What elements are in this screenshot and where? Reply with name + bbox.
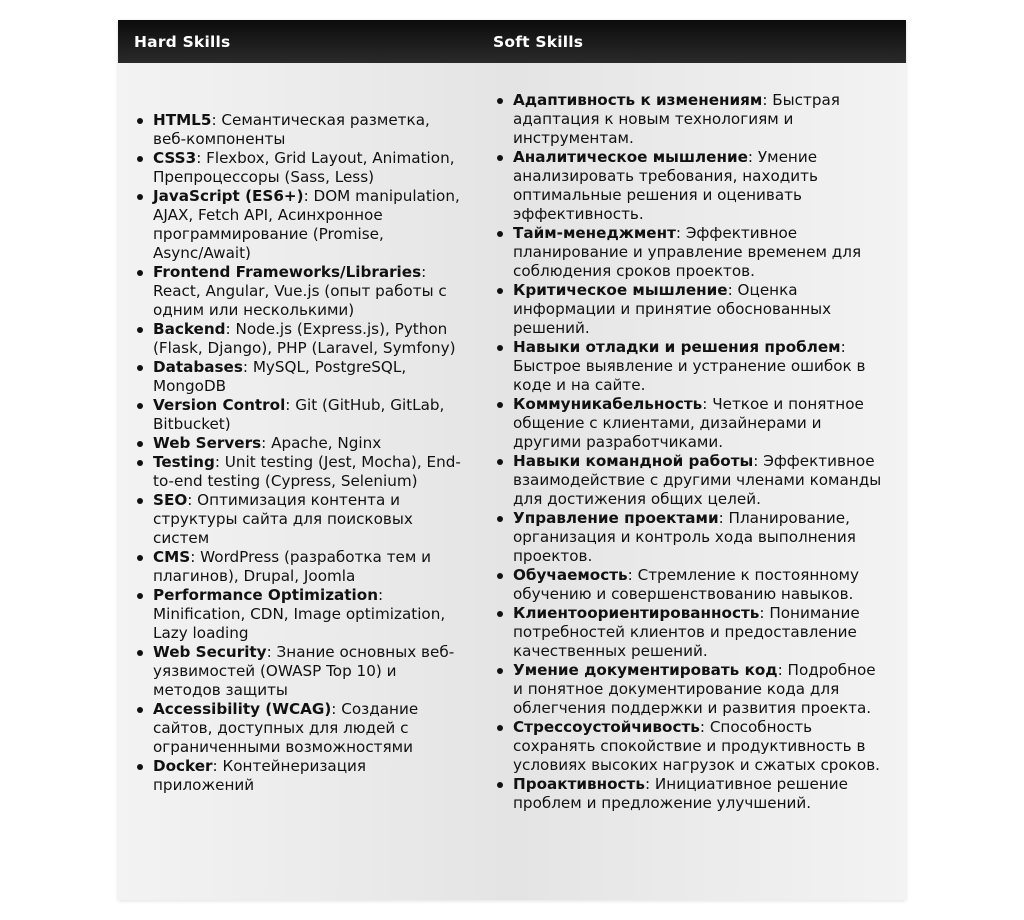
hard-list-item (134, 320, 464, 358)
hard-list-item (134, 453, 464, 491)
hard-list-item (134, 491, 464, 548)
hard-skill-description: : Знание основных веб-уязвимостей (OWASP Top 10) и методов защиты (153, 643, 455, 699)
soft-list-item (494, 604, 886, 661)
hard-skill-description: : Node.js (Express.js), Python (Flask, Django), PHP (Laravel, Symfony) (153, 320, 456, 357)
soft-list-item (494, 281, 886, 338)
hard-list-item (134, 586, 464, 643)
hard-skill-name: Version Control (153, 396, 286, 414)
hard-skill-description: : Оптимизация контента и структуры сайта для поисковых систем (153, 491, 413, 547)
hard-skill-name: JavaScript (ES6+) (153, 187, 304, 205)
soft-skills-header: Soft Skills (493, 33, 584, 51)
hard-skill-name: Accessibility (WCAG) (153, 700, 332, 718)
hard-skill-description: : Minification, CDN, Image optimization, Lazy loading (153, 586, 446, 642)
hard-skill-description: : Apache, Nginx (261, 434, 382, 452)
soft-list-item (494, 566, 886, 604)
soft-skills-list (494, 91, 886, 813)
hard-list-item (134, 700, 464, 757)
hard-list-item (134, 358, 464, 396)
soft-list-item (494, 775, 886, 813)
soft-skill-description: : Стремление к постоянному обучению и совершенствованию навыков. (513, 566, 859, 603)
table-header-row (118, 20, 906, 63)
hard-list-item (134, 548, 464, 586)
hard-skill-name: HTML5 (153, 111, 212, 129)
soft-list-item (494, 718, 886, 775)
soft-skill-name: Клиентоориентированность (513, 604, 760, 622)
hard-list-item (134, 263, 464, 320)
soft-list-item (494, 452, 886, 509)
hard-skill-name: Performance Optimization (153, 586, 379, 604)
soft-list-item (494, 395, 886, 452)
soft-skill-name: Адаптивность к изменениям (513, 91, 763, 109)
hard-skill-description: : React, Angular, Vue.js (опыт работы с одним или несколькими) (153, 263, 447, 319)
hard-skill-name: Web Servers (153, 434, 262, 452)
soft-list-item (494, 338, 886, 395)
soft-skill-description: : Четкое и понятное общение с клиентами, дизайнерами и другими разработчиками. (513, 395, 864, 451)
soft-list-item (494, 224, 886, 281)
hard-skill-name: Frontend Frameworks/Libraries (153, 263, 422, 281)
hard-skills-header: Hard Skills (134, 33, 231, 51)
soft-list-item (494, 661, 886, 718)
soft-skill-name: Коммуникабельность (513, 395, 703, 413)
hard-skill-description: : Unit testing (Jest, Mocha), End-to-end testing (Cypress, Selenium) (153, 453, 461, 490)
hard-skill-description: : Flexbox, Grid Layout, Animation, Препроцессоры (Sass, Less) (153, 149, 455, 186)
hard-skill-name: CSS3 (153, 149, 197, 167)
soft-skill-description: : Подробное и понятное документирование кода для облегчения поддержки и развития проекта. (513, 661, 876, 717)
soft-skill-description: : Оценка информации и принятие обоснованных решений. (513, 281, 832, 337)
soft-skill-description: : Умение анализировать требования, находить оптимальные решения и оценивать эффективность. (513, 148, 818, 223)
hard-skill-description: : DOM manipulation, AJAX, Fetch API, Асинхронное программирование (Promise, Async/Await) (153, 187, 460, 262)
soft-skill-description: : Быстрая адаптация к новым технологиям и инструментам. (513, 91, 840, 147)
hard-list-item (134, 757, 464, 795)
hard-skill-name: Docker (153, 757, 213, 775)
hard-skill-name: Databases (153, 358, 243, 376)
hard-skill-name: SEO (153, 491, 188, 509)
hard-list-item (134, 149, 464, 187)
hard-list-item (134, 434, 464, 453)
soft-list-item (494, 509, 886, 566)
soft-skill-description: : Эффективное взаимодействие с другими членами команды для достижения общих целей. (513, 452, 882, 508)
skills-table (118, 20, 906, 900)
hard-skill-description: : MySQL, PostgreSQL, MongoDB (153, 358, 407, 395)
hard-list-item (134, 187, 464, 263)
hard-skill-description: : WordPress (разработка тем и плагинов), Drupal, Joomla (153, 548, 432, 585)
hard-skill-description: : Создание сайтов, доступных для людей с ограниченными возможностями (153, 700, 419, 756)
hard-list-item (134, 643, 464, 700)
soft-skill-name: Умение документировать код (513, 661, 778, 679)
soft-skill-name: Аналитическое мышление (513, 148, 748, 166)
hard-list-item (134, 111, 464, 149)
hard-skill-description: : Семантическая разметка, веб-компоненты (153, 111, 430, 148)
soft-skill-name: Стрессоустойчивость (513, 718, 700, 736)
hard-list-item (134, 396, 464, 434)
soft-skill-name: Навыки отладки и решения проблем (513, 338, 841, 356)
soft-skill-name: Проактивность (513, 775, 645, 793)
soft-skill-description: : Планирование, организация и контроль хода выполнения проектов. (513, 509, 856, 565)
soft-list-item (494, 148, 886, 224)
hard-skill-name: Backend (153, 320, 226, 338)
soft-list-item (494, 91, 886, 148)
hard-skill-description: : Контейнеризация приложений (153, 757, 367, 794)
soft-skill-description: : Инициативное решение проблем и предложение улучшений. (513, 775, 849, 812)
hard-skill-name: Testing (153, 453, 215, 471)
soft-skill-description: : Понимание потребностей клиентов и предоставление качественных решений. (513, 604, 860, 660)
hard-skills-list (134, 111, 464, 795)
soft-skill-name: Управление проектами (513, 509, 719, 527)
soft-skill-description: : Быстрое выявление и устранение ошибок в коде и на сайте. (513, 338, 866, 394)
soft-skill-name: Навыки командной работы (513, 452, 754, 470)
hard-skill-name: CMS (153, 548, 191, 566)
soft-skill-name: Тайм-менеджмент (513, 224, 676, 242)
table-body-row (118, 63, 906, 900)
soft-skill-description: : Эффективное планирование и управление временем для соблюдения сроков проектов. (513, 224, 862, 280)
soft-skill-description: : Способность сохранять спокойствие и продуктивность в условиях высоких нагрузок и сжатых сроков. (513, 718, 880, 774)
hard-skill-description: : Git (GitHub, GitLab, Bitbucket) (153, 396, 445, 433)
hard-skill-name: Web Security (153, 643, 267, 661)
soft-skill-name: Критическое мышление (513, 281, 728, 299)
soft-skill-name: Обучаемость (513, 566, 628, 584)
